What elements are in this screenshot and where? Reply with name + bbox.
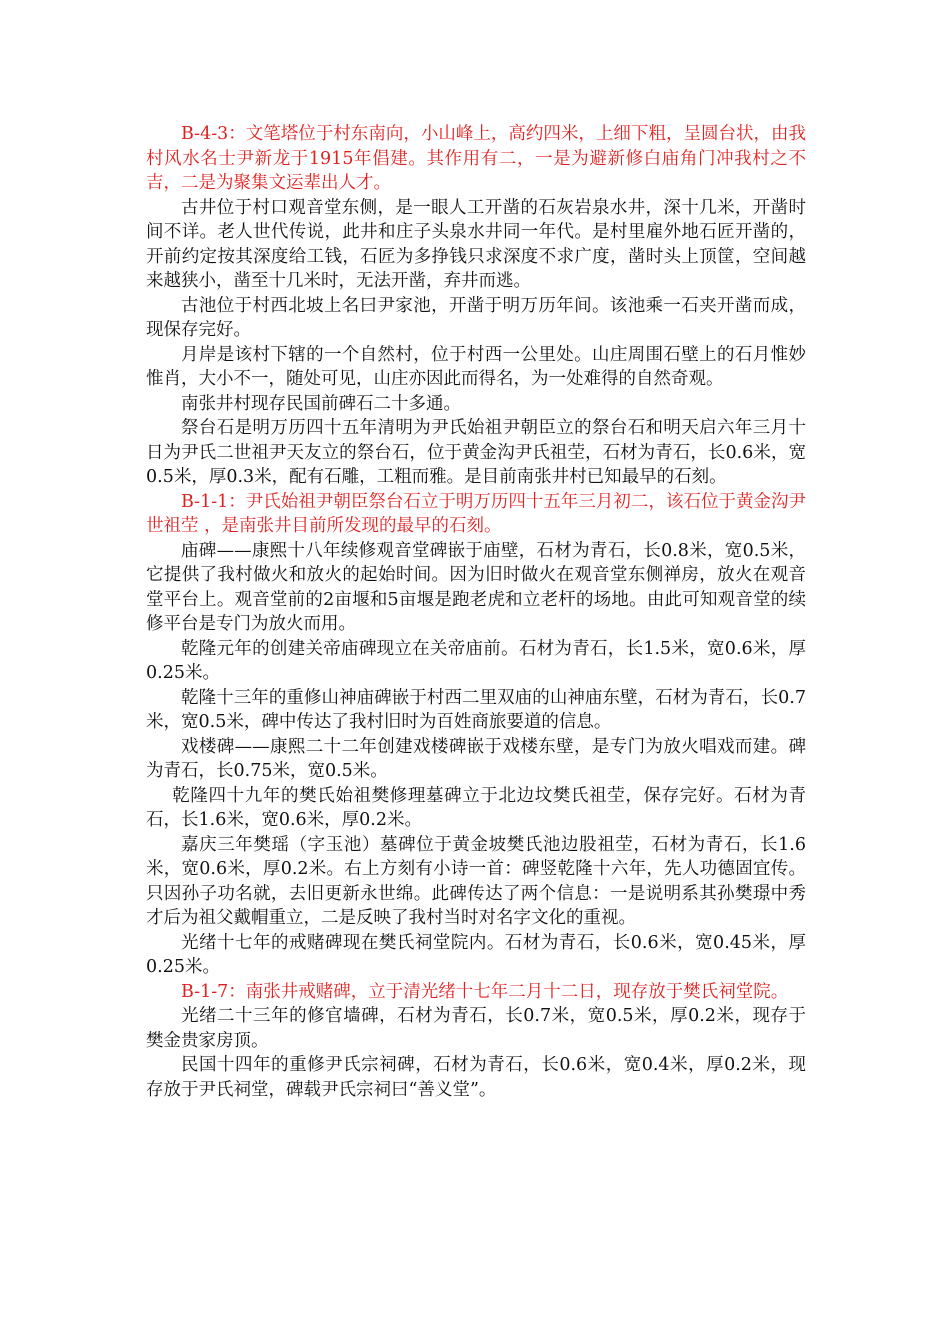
paragraph-temple-stele: 庙碑——康熙十八年续修观音堂碑嵌于庙壁，石材为青石，长0.8米，宽0.5米，它提供了我村做火和放火的起始时间。因为旧时做火在观音堂东侧禅房，放火在观音堂平台上。观音堂前的2亩堰和5亩堰是跑老虎和立老杆的场地。由此可知观音堂的续修平台是专门为放火而用。 — [146, 540, 806, 634]
paragraph-yuean-village: 月岸是该村下辖的一个自然村，位于村西一公里处。山庄周围石壁上的石月惟妙惟肖，大小不一，随处可见，山庄亦因此而得名，为一处难得的自然奇观。 — [146, 344, 806, 389]
paragraph-stele-count: 南张井村现存民国前碑石二十多通。 — [181, 393, 461, 414]
paragraph-ancient-well: 古井位于村口观音堂东侧，是一眼人工开凿的石灰岩泉水井，深十几米，开凿时间不详。老人世代传说，此井和庄子头泉水井同一年代。是村里雇外地石匠开凿的，开前约定按其深度给工钱，石匠为多挣钱只求深度不求广度，凿时头上顶筐，空间越来越狭小，凿至十几米时，无法开凿，弃井而逃。 — [146, 197, 806, 291]
paragraph-opera-stele: 戏楼碑——康熙二十二年创建戏楼碑嵌于戏楼东壁，是专门为放火唱戏而建。碑为青石，长0.75米，宽0.5米。 — [146, 736, 806, 781]
paragraph-altar-stone: 祭台石是明万历四十五年清明为尹氏始祖尹朝臣立的祭台石和明天启六年三月十日为尹氏二世祖尹天友立的祭台石，位于黄金沟尹氏祖茔，石材为青石，长0.6米，宽0.5米，厚0.3米，配有石雕，工粗而雅。是目前南张井村已知最早的石刻。 — [146, 418, 806, 487]
paragraph-ancient-pond: 古池位于村西北坡上名曰尹家池，开凿于明万历年间。该池乘一石夹开凿而成，现保存完好。 — [146, 295, 806, 340]
paragraph-fan-ancestor-tomb: 乾隆四十九年的樊氏始祖樊修理墓碑立于北边坟樊氏祖茔，保存完好。石材为青石，长1.6米，宽0.6米，厚0.2米。 — [146, 785, 806, 830]
note-altar-stone: B-1-1：尹氏始祖尹朝臣祭台石立于明万历四十五年三月初二，该石位于黄金沟尹世祖茔 ，是南张井目前所发现的最早的石刻。 — [146, 491, 806, 536]
paragraph-guandi-stele: 乾隆元年的创建关帝庙碑现立在关帝庙前。石材为青石，长1.5米，宽0.6米，厚0.25米。 — [146, 638, 806, 683]
note-anti-gambling-stele: B-1-7：南张井戒赌碑，立于清光绪十七年二月十二日，现存放于樊氏祠堂院。 — [181, 981, 789, 1002]
paragraph-yin-ancestral-stele: 民国十四年的重修尹氏宗祠碑，石材为青石，长0.6米，宽0.4米，厚0.2米，现存放于尹氏祠堂，碑载尹氏宗祠曰“善义堂”。 — [146, 1055, 806, 1100]
note-wenbi-tower: B-4-3：文笔塔位于村东南向，小山峰上，高约四米，上细下粗，呈圆台状，由我村风水名士尹新龙于1915年倡建。其作用有二，一是为避新修白庙角门冲我村之不吉，二是为聚集文运辈出人才。 — [146, 124, 806, 193]
paragraph-mountain-god-stele: 乾隆十三年的重修山神庙碑嵌于村西二里双庙的山神庙东壁，石材为青石，长0.7米，宽0.5米，碑中传达了我村旧时为百姓商旅要道的信息。 — [146, 687, 806, 732]
paragraph-fan-yao-tomb: 嘉庆三年樊瑶（字玉池）墓碑位于黄金坡樊氏池边股祖茔，石材为青石，长1.6米，宽0.6米，厚0.2米。右上方刻有小诗一首：碑竖乾隆十六年，先人功德固宜传。只因孙子功名就，去旧更新永世绵。此碑传达了两个信息：一是说明系其孙樊璟中秀才后为祖父戴帽重立，二是反映了我村当时对名字文化的重视。 — [146, 834, 806, 928]
document-page — [146, 122, 806, 1102]
paragraph-official-wall-stele: 光绪二十三年的修官墙碑，石材为青石，长0.7米，宽0.5米，厚0.2米，现存于樊金贵家房顶。 — [146, 1006, 806, 1051]
paragraph-anti-gambling-stele: 光绪十七年的戒赌碑现在樊氏祠堂院内。石材为青石，长0.6米，宽0.45米，厚0.25米。 — [146, 932, 806, 977]
